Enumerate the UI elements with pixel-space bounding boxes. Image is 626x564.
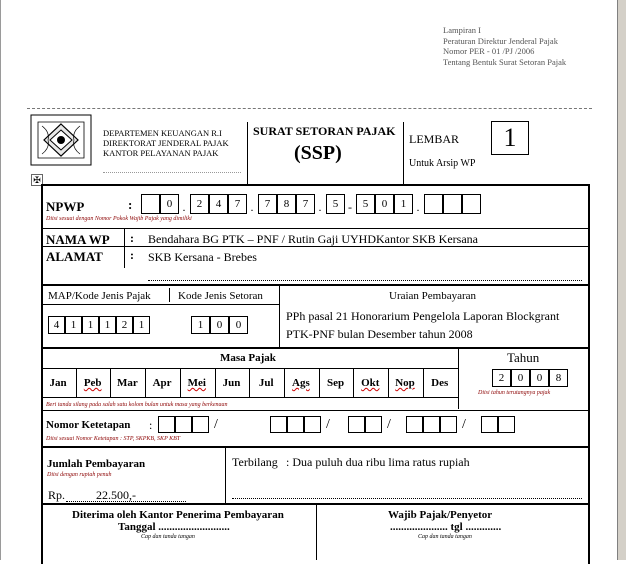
month-divider xyxy=(145,369,146,397)
divider-alamat xyxy=(41,284,590,286)
page-left-edge xyxy=(0,0,1,560)
npwp-digit-box[interactable]: 2 xyxy=(190,194,209,214)
ketetapan-box[interactable] xyxy=(481,416,498,433)
month-mei[interactable]: Mei xyxy=(187,377,206,389)
map-digit-box[interactable]: 1 xyxy=(65,316,82,334)
ketetapan-box[interactable] xyxy=(270,416,287,433)
map-digit-box[interactable]: 4 xyxy=(48,316,65,334)
receiver-title: Diterima oleh Kantor Penerima Pembayaran xyxy=(72,509,284,521)
jumlah-amount: 22.500,- xyxy=(96,488,136,502)
npwp-separator: . xyxy=(182,200,186,214)
ketetapan-box[interactable] xyxy=(175,416,192,433)
ketetapan-separator: / xyxy=(462,417,466,432)
ketetapan-separator: / xyxy=(387,417,391,432)
terbilang-dotted-line xyxy=(232,498,582,499)
month-apr[interactable]: Apr xyxy=(152,377,172,389)
month-divider xyxy=(215,369,216,397)
jumlah-dotted-line xyxy=(66,501,186,502)
setoran-digit-box[interactable]: 0 xyxy=(229,316,248,334)
npwp-digit-box[interactable]: 7 xyxy=(228,194,247,214)
map-label: MAP/Kode Jenis Pajak xyxy=(48,290,151,302)
month-mar[interactable]: Mar xyxy=(117,377,138,389)
lampiran-block xyxy=(443,25,566,67)
tahun-sep xyxy=(458,349,459,409)
month-divider xyxy=(319,369,320,397)
ketetapan-box[interactable] xyxy=(423,416,440,433)
uraian-sep xyxy=(279,286,280,348)
month-divider xyxy=(423,369,424,397)
taxpayer-note: Cap dan tanda tangan xyxy=(418,534,472,540)
setoran-digit-box[interactable]: 1 xyxy=(191,316,210,334)
receiver-note: Cap dan tanda tangan xyxy=(141,534,195,540)
map-digit-box[interactable]: 2 xyxy=(116,316,133,334)
npwp-label: NPWP xyxy=(46,199,85,214)
month-divider xyxy=(388,369,389,397)
lampiran-line-2: Peraturan Direktur Jenderal Pajak xyxy=(443,35,558,46)
signature-sep xyxy=(316,505,317,560)
npwp-digit-box[interactable]: 0 xyxy=(160,194,179,214)
agency-dotted-line xyxy=(103,172,241,173)
ketetapan-box[interactable] xyxy=(348,416,365,433)
month-jul[interactable]: Jul xyxy=(258,377,274,389)
map-digit-box[interactable]: 1 xyxy=(82,316,99,334)
npwp-digit-box[interactable] xyxy=(424,194,443,214)
header-sep-1 xyxy=(247,122,248,184)
divider-masa xyxy=(41,410,590,411)
lembar-purpose: Untuk Arsip WP xyxy=(409,158,476,169)
npwp-separator: . xyxy=(250,200,254,214)
label-col-sep xyxy=(124,228,125,268)
terbilang-label: Terbilang xyxy=(232,455,278,469)
agency-block xyxy=(103,128,229,158)
ketetapan-separator: / xyxy=(214,417,218,432)
kode-setoran-label: Kode Jenis Setoran xyxy=(178,290,263,302)
form-title-abbr: (SSP) xyxy=(294,142,342,164)
form-top-dashed xyxy=(27,108,592,109)
npwp-colon: : xyxy=(128,197,133,212)
npwp-digit-box[interactable]: 1 xyxy=(394,194,413,214)
lampiran-line-1: Lampiran I xyxy=(443,25,481,35)
divider-map xyxy=(41,347,590,349)
ketetapan-box[interactable] xyxy=(192,416,209,433)
alamat-colon: : xyxy=(130,248,134,262)
tahun-digit-box[interactable]: 0 xyxy=(530,369,549,387)
uraian-line-2: PTK-PNF bulan Desember tahun 2008 xyxy=(286,327,473,341)
form-title: SURAT SETORAN PAJAK xyxy=(253,124,396,138)
nama-wp-colon: : xyxy=(130,231,134,245)
npwp-digit-box[interactable] xyxy=(462,194,481,214)
agency-line-2: DIREKTORAT JENDERAL PAJAK xyxy=(103,138,229,148)
npwp-digit-box[interactable]: 8 xyxy=(277,194,296,214)
ketetapan-box[interactable] xyxy=(287,416,304,433)
lembar-label: LEMBAR xyxy=(409,132,460,146)
taxpayer-title: Wajib Pajak/Penyetor xyxy=(388,509,493,521)
ministry-logo xyxy=(30,114,92,166)
tahun-digit-box[interactable]: 0 xyxy=(511,369,530,387)
npwp-digit-box[interactable]: 5 xyxy=(356,194,375,214)
npwp-digit-box[interactable]: 5 xyxy=(326,194,345,214)
month-ags[interactable]: Ags xyxy=(292,377,310,389)
npwp-digit-box[interactable]: 0 xyxy=(375,194,394,214)
scrollbar-track[interactable] xyxy=(618,0,626,560)
taxpayer-date: ..................... tgl ............. xyxy=(390,521,502,533)
ketetapan-box[interactable] xyxy=(498,416,515,433)
npwp-separator: - xyxy=(348,200,352,214)
agency-line-1: DEPARTEMEN KEUANGAN R.I xyxy=(103,128,222,138)
month-jun[interactable]: Jun xyxy=(222,377,241,389)
ketetapan-box[interactable] xyxy=(304,416,321,433)
nama-wp-value: Bendahara BG PTK – PNF / Rutin Gaji UYHDKantor SKB Kersana xyxy=(148,232,478,246)
header-sep-2 xyxy=(403,122,404,184)
month-sep[interactable]: Sep xyxy=(327,377,345,389)
uraian-label: Uraian Pembayaran xyxy=(389,290,477,302)
tahun-label: Tahun xyxy=(507,350,540,365)
npwp-separator: . xyxy=(318,200,322,214)
terbilang-value: : Dua puluh dua ribu lima ratus rupiah xyxy=(286,455,470,469)
npwp-hint: Diisi sesuai dengan Nomor Pokok Wajib Pajak yang dimiliki xyxy=(46,216,192,222)
alamat-label: ALAMAT xyxy=(46,249,103,264)
tahun-digit-box[interactable]: 8 xyxy=(549,369,568,387)
npwp-digit-box[interactable]: 7 xyxy=(296,194,315,214)
masa-pajak-label: Masa Pajak xyxy=(220,352,276,364)
jumlah-hint: Diisi dengan rupiah penuh xyxy=(47,472,112,478)
nomor-ketetapan-hint: Diisi sesuai Nomor Ketetapan : STP, SKPKB, SKP KBT xyxy=(46,436,181,442)
ketetapan-box[interactable] xyxy=(158,416,175,433)
month-divider xyxy=(110,369,111,397)
ketetapan-separator: / xyxy=(326,417,330,432)
ketetapan-box[interactable] xyxy=(365,416,382,433)
month-jan[interactable]: Jan xyxy=(49,377,67,389)
lembar-number: 1 xyxy=(491,121,529,155)
jumlah-label: Jumlah Pembayaran xyxy=(47,458,146,470)
masa-pajak-hint: Beri tanda silang pada salah satu kolom bulan untuk masa yang berkenaan xyxy=(46,402,228,408)
month-nop[interactable]: Nop xyxy=(395,377,415,389)
lampiran-line-3: Nomor PER - 01 /PJ /2006 xyxy=(443,46,535,56)
map-label-sep xyxy=(169,288,170,302)
uraian-line-1: PPh pasal 21 Honorarium Pengelola Laporan Blockgrant xyxy=(286,309,560,323)
ketetapan-box[interactable] xyxy=(406,416,423,433)
month-divider xyxy=(284,369,285,397)
divider-ketetapan xyxy=(41,446,590,448)
map-digit-box[interactable]: 1 xyxy=(133,316,150,334)
alamat-value: SKB Kersana - Brebes xyxy=(148,250,257,264)
month-divider xyxy=(249,369,250,397)
nomor-ketetapan-label: Nomor Ketetapan xyxy=(46,419,131,431)
nomor-ketetapan-colon: : xyxy=(149,418,153,432)
setoran-digit-box[interactable]: 0 xyxy=(210,316,229,334)
table-move-handle-icon[interactable]: ✠ xyxy=(31,174,43,186)
npwp-digit-box[interactable] xyxy=(141,194,160,214)
month-row-underline xyxy=(41,397,458,398)
month-des[interactable]: Des xyxy=(431,377,449,389)
month-peb[interactable]: Peb xyxy=(83,377,102,389)
npwp-digit-box[interactable]: 4 xyxy=(209,194,228,214)
agency-line-3: KANTOR PELAYANAN PAJAK xyxy=(103,148,219,158)
map-digit-box[interactable]: 1 xyxy=(99,316,116,334)
npwp-separator: . xyxy=(416,200,420,214)
map-header-underline xyxy=(41,304,279,305)
ketetapan-box[interactable] xyxy=(440,416,457,433)
alamat-dotted-line xyxy=(148,280,582,281)
month-divider xyxy=(180,369,181,397)
nama-wp-label: NAMA WP xyxy=(46,232,110,247)
lampiran-line-4: Tentang Bentuk Surat Setoran Pajak xyxy=(443,56,567,67)
month-okt[interactable]: Okt xyxy=(361,377,380,389)
jumlah-currency: Rp. xyxy=(48,488,66,502)
month-divider xyxy=(353,369,354,397)
tahun-digit-box[interactable]: 2 xyxy=(492,369,511,387)
npwp-digit-box[interactable] xyxy=(443,194,462,214)
receiver-date: Tanggal .......................... xyxy=(118,521,230,533)
month-divider xyxy=(76,369,77,397)
npwp-digit-box[interactable]: 7 xyxy=(258,194,277,214)
terbilang-sep xyxy=(225,448,226,503)
tahun-hint: Diisi tahun terutangnya pajak xyxy=(478,390,551,396)
